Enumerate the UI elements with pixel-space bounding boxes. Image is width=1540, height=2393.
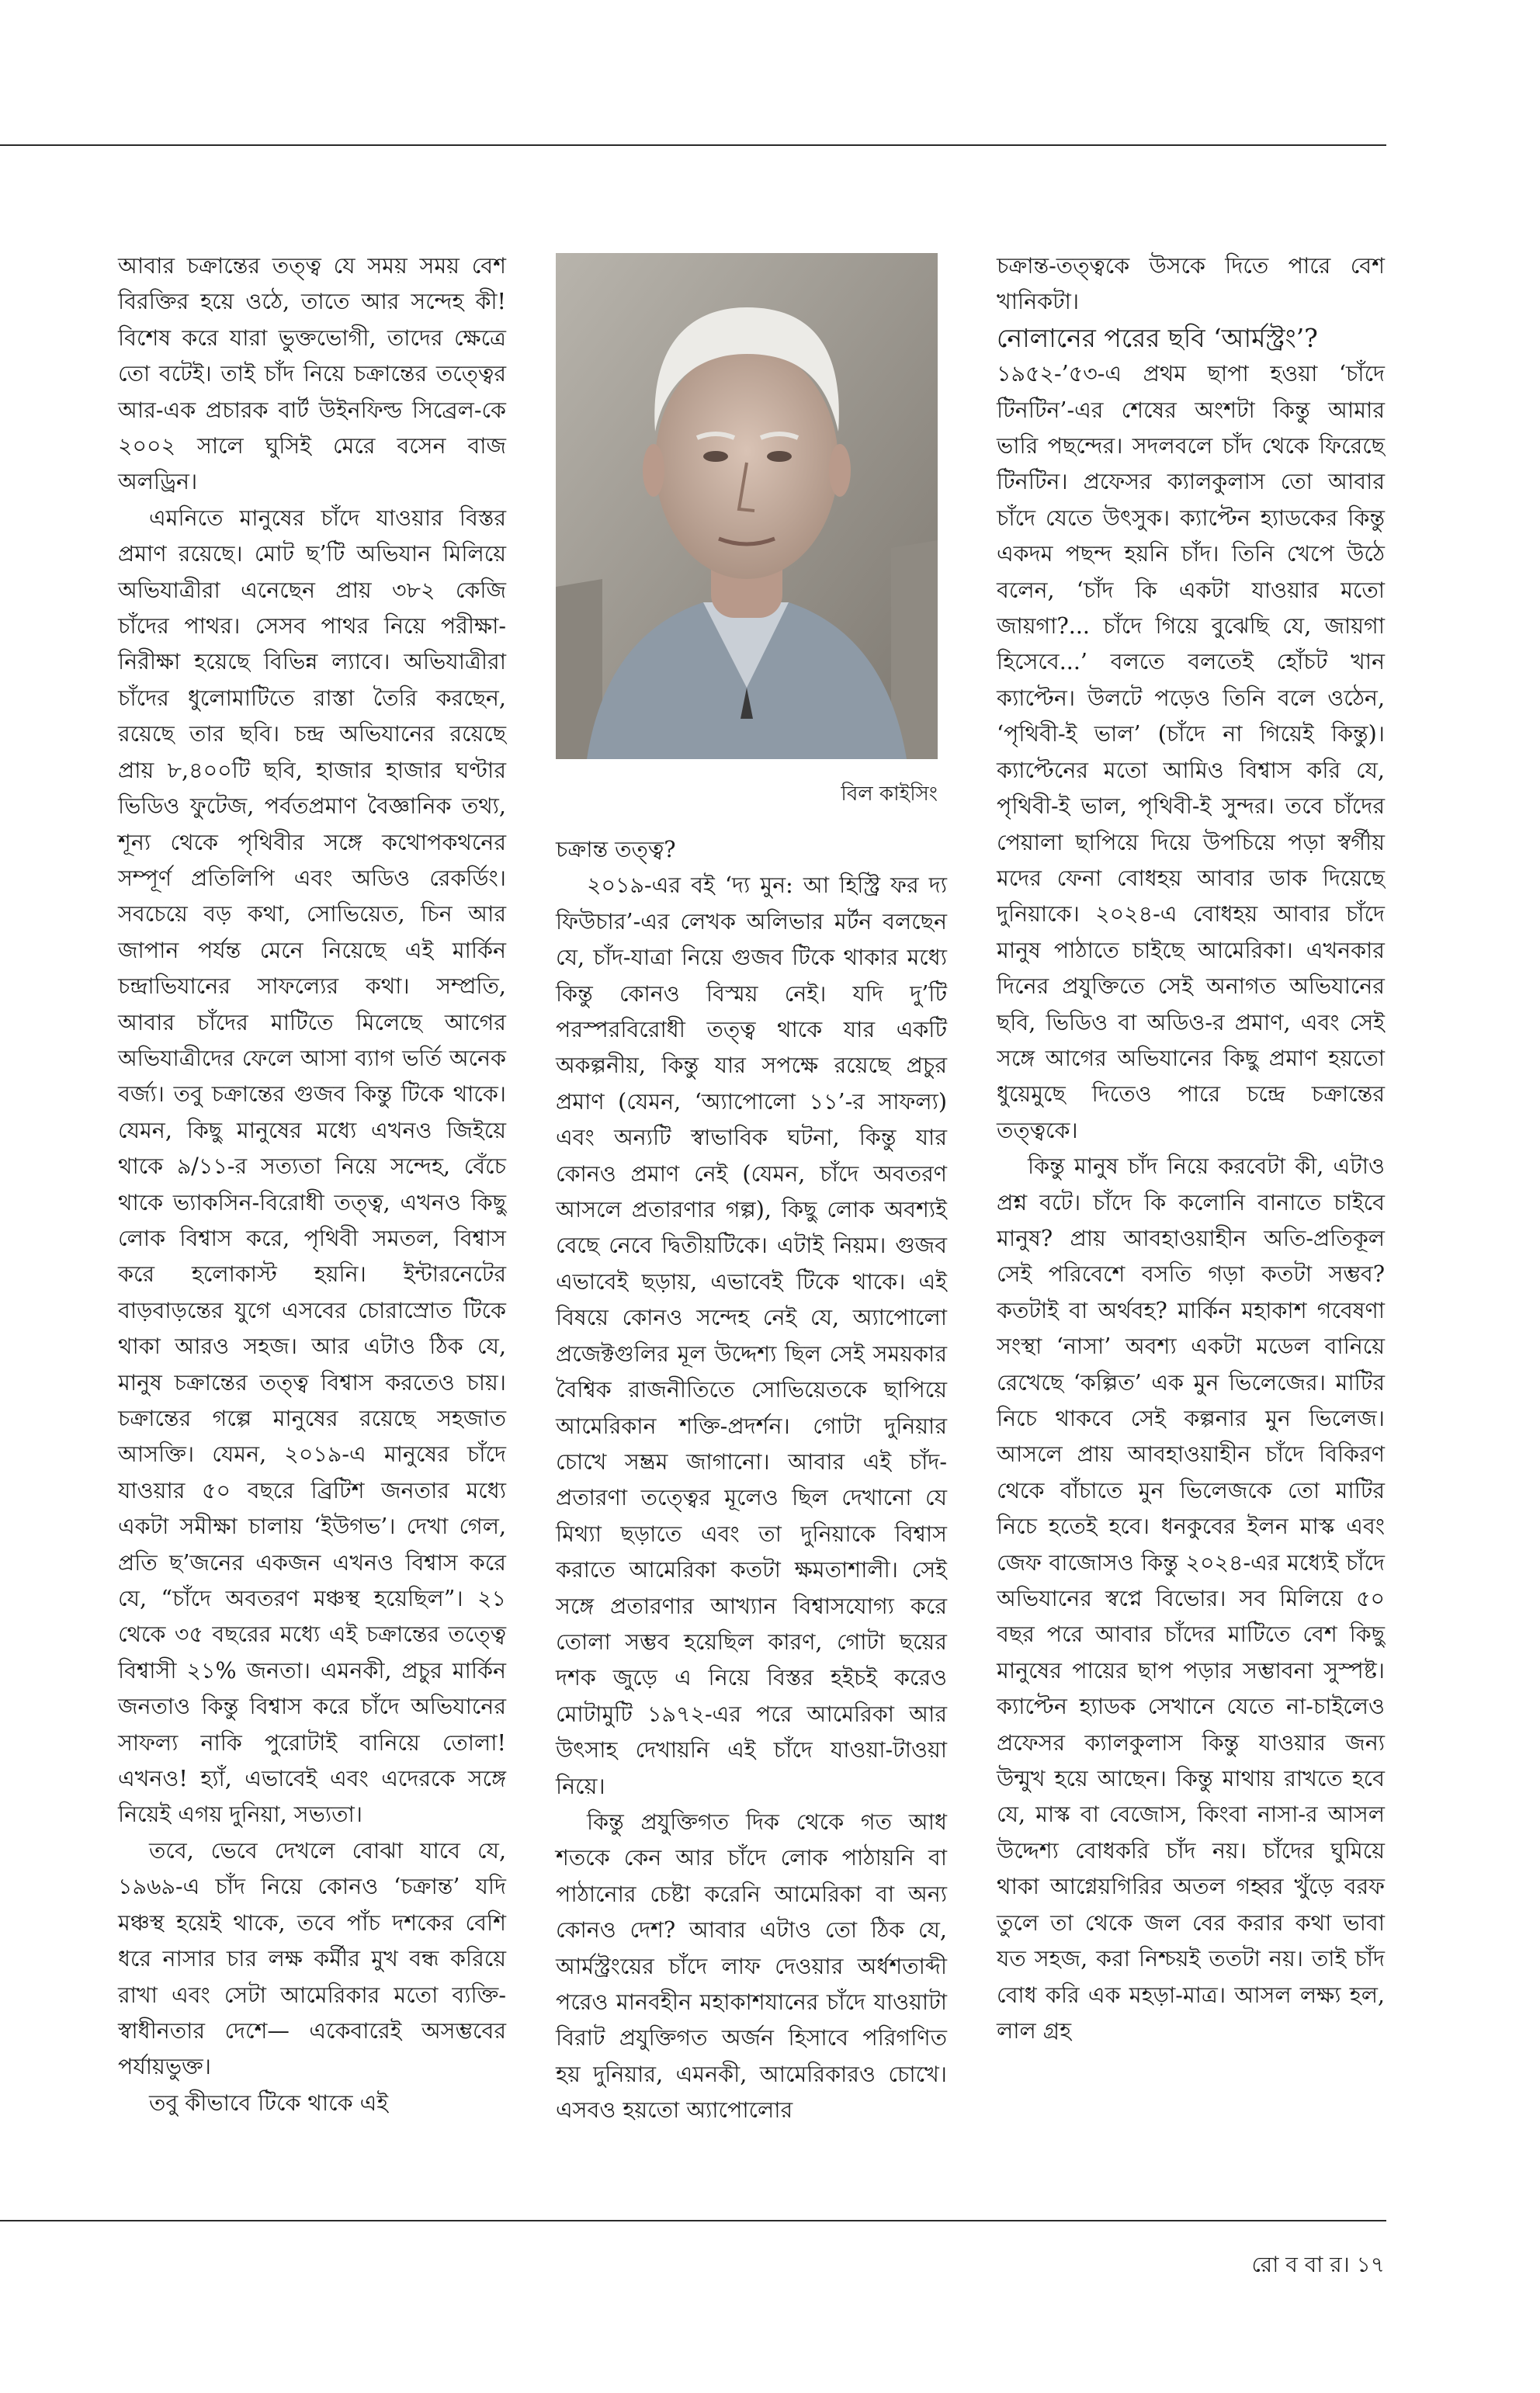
column-3	[997, 248, 1385, 2049]
paragraph: তবু কীভাবে টিকে থাকে এই	[149, 2090, 389, 2116]
paragraph: চক্রান্ত তত্ত্ব?	[556, 837, 676, 862]
paragraph: আবার চক্রান্তের তত্ত্ব যে সময় সময় বেশ বিরক্তির হয়ে ওঠে, তাতে আর সন্দেহ কী! বিশেষ করে যারা ভুক্তভোগী, তাদের ক্ষেত্রে তো বটেই। তাই চাঁদ নিয়ে চক্রান্তের তত্ত্বের আর-এক প্রচারক বার্ট উইনফিল্ড সিব্রেল-কে ২০০২ সালে ঘুসিই মেরে বসেন বাজ অলড্রিন।	[118, 253, 506, 495]
paragraph: ২০১৯-এর বই ‘দ্য মুন: আ হিস্ট্রি ফর দ্য ফিউচার’-এর লেখক অলিভার মর্টন বলছেন যে, চাঁদ-যাত্রা নিয়ে গুজব টিকে থাকার মধ্যে কিন্তু কোনও বিস্ময় নেই। যদি দু’টি পরস্পরবিরোধী তত্ত্ব থাকে যার একটি অকল্পনীয়, কিন্তু যার সপক্ষে রয়েছে প্রচুর প্রমাণ (যেমন, ‘অ্যাপোলো ১১’-র সাফল্য) এবং অন্যটি স্বাভাবিক ঘটনা, কিন্তু যার কোনও প্রমাণ নেই (যেমন, চাঁদে অবতরণ আসলে প্রতারণার গল্প), কিছু লোক অবশ্যই বেছে নেবে দ্বিতীয়টিকে। এটাই নিয়ম। গুজব এভাবেই ছড়ায়, এভাবেই টিকে থাকে। এই বিষয়ে কোনও সন্দেহ নেই যে, অ্যাপোলো প্রজেক্টগুলির মূল উদ্দেশ্য ছিল সেই সময়কার বৈশ্বিক রাজনীতিতে সোভিয়েতকে ছাপিয়ে আমেরিকান শক্তি-প্রদর্শন। গোটা দুনিয়ার চোখে সম্ভ্রম জাগানো। আবার এই চাঁদ-প্রতারণা তত্ত্বের মূলেও ছিল দেখানো যে মিথ্যা ছড়াতে এবং তা দুনিয়াকে বিশ্বাস করাতে আমেরিকা কতটা ক্ষমতাশালী। সেই সঙ্গে প্রতারণার আখ্যান বিশ্বাসযোগ্য করে তোলা সম্ভব হয়েছিল কারণ, গোটা ছয়ের দশক জুড়ে এ নিয়ে বিস্তর হইচই করেও মোটামুটি ১৯৭২-এর পরে আমেরিকা আর উৎসাহ দেখায়নি এই চাঁদে যাওয়া-টাওয়া নিয়ে।	[556, 872, 947, 1799]
page-footer: রো ব বা র। ১৭	[1251, 2252, 1385, 2277]
column-1	[118, 248, 506, 2121]
paragraph: চক্রান্ত-তত্ত্বকে উসকে দিতে পারে বেশ খানিকটা।	[997, 253, 1385, 315]
portrait-photo	[556, 253, 938, 759]
column-2	[556, 832, 947, 2129]
paragraph: কিন্তু মানুষ চাঁদ নিয়ে করবেটা কী, এটাও প্রশ্ন বটে। চাঁদে কি কলোনি বানাতে চাইবে মানুষ? প্রায় আবহাওয়াহীন অতি-প্রতিকূল সেই পরিবেশে বসতি গড়া কতটা সম্ভব? কতটাই বা অর্থবহ? মার্কিন মহাকাশ গবেষণা সংস্থা ‘নাসা’ অবশ্য একটা মডেল বানিয়ে রেখেছে ‘কল্পিত’ এক মুন ভিলেজের। মাটির নিচে থাকবে সেই কল্পনার মুন ভিলেজ। আসলে প্রায় আবহাওয়াহীন চাঁদে বিকিরণ থেকে বাঁচাতে মুন ভিলেজকে তো মাটির নিচে হতেই হবে। ধনকুবের ইলন মাস্ক এবং জেফ বাজোসও কিন্তু ২০২৪-এর মধ্যেই চাঁদে অভিযানের স্বপ্নে বিভোর। সব মিলিয়ে ৫০ বছর পরে আবার চাঁদের মাটিতে বেশ কিছু মানুষের পায়ের ছাপ পড়ার সম্ভাবনা সুস্পষ্ট। ক্যাপ্টেন হ্যাডক সেখানে যেতে না-চাইলেও প্রফেসর ক্যালকুলাস কিন্তু যাওয়ার জন্য উন্মুখ হয়ে আছেন। কিন্তু মাথায় রাখতে হবে যে, মাস্ক বা বেজোস, কিংবা নাসা-র আসল উদ্দেশ্য বোধকরি চাঁদ নয়। চাঁদের ঘুমিয়ে থাকা আগ্নেয়গিরির অতল গহ্বর খুঁড়ে বরফ তুলে তা থেকে জল বের করার কথা ভাবা যত সহজ, করা নিশ্চয়ই ততটা নয়। তাই চাঁদ বোধ করি এক মহড়া-মাত্র। আসল লক্ষ্য হল, লাল গ্রহ	[997, 1153, 1385, 2044]
paragraph: এমনিতে মানুষের চাঁদে যাওয়ার বিস্তর প্রমাণ রয়েছে। মোট ছ’টি অভিযান মিলিয়ে অভিযাত্রীরা এনেছেন প্রায় ৩৮২ কেজি চাঁদের পাথর। সেসব পাথর নিয়ে পরীক্ষা-নিরীক্ষা হয়েছে বিভিন্ন ল্যাবে। অভিযাত্রীরা চাঁদের ধুলোমাটিতে রাস্তা তৈরি করছেন, রয়েছে তার ছবি। চন্দ্র অভিযানের রয়েছে প্রায় ৮,৪০০টি ছবি, হাজার হাজার ঘণ্টার ভিডিও ফুটেজ, পর্বতপ্রমাণ বৈজ্ঞানিক তথ্য, শূন্য থেকে পৃথিবীর সঙ্গে কথোপকথনের সম্পূর্ণ প্রতিলিপি এবং অডিও রেকর্ডিং। সবচেয়ে বড় কথা, সোভিয়েত, চিন আর জাপান পর্যন্ত মেনে নিয়েছে এই মার্কিন চন্দ্রাভিযানের সাফল্যের কথা। সম্প্রতি, আবার চাঁদের মাটিতে মিলেছে আগের অভিযাত্রীদের ফেলে আসা ব্যাগ ভর্তি অনেক বর্জ্য। তবু চক্রান্তের গুজব কিন্তু টিকে থাকে। যেমন, কিছু মানুষের মধ্যে এখনও জিইয়ে থাকে ৯/১১-র সত্যতা নিয়ে সন্দেহ, বেঁচে থাকে ভ্যাকসিন-বিরোধী তত্ত্ব, এখনও কিছু লোক বিশ্বাস করে, পৃথিবী সমতল, বিশ্বাস করে হলোকাস্ট হয়নি। ইন্টারনেটের বাড়বাড়ন্তের যুগে এসবের চোরাস্রোত টিকে থাকা আরও সহজ। আর এটাও ঠিক যে, মানুষ চক্রান্তের তত্ত্ব বিশ্বাস করতেও চায়। চক্রান্তের গল্পে মানুষের রয়েছে সহজাত আসক্তি। যেমন, ২০১৯-এ মানুষের চাঁদে যাওয়ার ৫০ বছরে ব্রিটিশ জনতার মধ্যে একটা সমীক্ষা চালায় ‘ইউগভ’। দেখা গেল, প্রতি ছ’জনের একজন এখনও বিশ্বাস করে যে, “চাঁদে অবতরণ মঞ্চস্থ হয়েছিল”। ২১ থেকে ৩৫ বছরের মধ্যে এই চক্রান্তের তত্ত্বে বিশ্বাসী ২১% জনতা। এমনকী, প্রচুর মার্কিন জনতাও কিন্তু বিশ্বাস করে চাঁদে অভিযানের সাফল্য নাকি পুরোটাই বানিয়ে তোলা! এখনও! হ্যাঁ, এভাবেই এবং এদেরকে সঙ্গে নিয়েই এগয় দুনিয়া, সভ্যতা।	[118, 505, 506, 1828]
section-heading: নোলানের পরের ছবি ‘আর্মস্ট্রং’?	[997, 322, 1318, 353]
paragraph: ১৯৫২-’৫৩-এ প্রথম ছাপা হওয়া ‘চাঁদে টিনটিন’-এর শেষের অংশটা কিন্তু আমার ভারি পছন্দের। সদলবলে চাঁদ থেকে ফিরেছে টিনটিন। প্রফেসর ক্যালকুলাস তো আবার চাঁদে যেতে উৎসুক। ক্যাপ্টেন হ্যাডকের কিন্তু একদম পছন্দ হয়নি চাঁদ। তিনি খেপে উঠে বলেন, ‘চাঁদ কি একটা যাওয়ার মতো জায়গা?... চাঁদে গিয়ে বুঝেছি যে, জায়গা হিসেবে...’ বলতে বলতেই হোঁচট খান ক্যাপ্টেন। উলটে পড়েও তিনি বলে ওঠেন, ‘পৃথিবী-ই ভাল’ (চাঁদে না গিয়েই কিন্তু)। ক্যাপ্টেনের মতো আমিও বিশ্বাস করি যে, পৃথিবী-ই ভাল, পৃথিবী-ই সুন্দর। তবে চাঁদের পেয়ালা ছাপিয়ে দিয়ে উপচিয়ে পড়া স্বর্গীয় মদের ফেনা বোধহয় আবার ডাক দিয়েছে দুনিয়াকে। ২০২৪-এ বোধহয় আবার চাঁদে মানুষ পাঠাতে চাইছে আমেরিকা। এখনকার দিনের প্রযুক্তিতে সেই অনাগত অভিযানের ছবি, ভিডিও বা অডিও-র প্রমাণ, এবং সেই সঙ্গে আগের অভিযানের কিছু প্রমাণ হয়তো ধুয়েমুছে দিতেও পারে চন্দ্রে চক্রান্তের তত্ত্বকে।	[997, 361, 1385, 1143]
bottom-rule	[0, 2220, 1386, 2221]
paragraph: তবে, ভেবে দেখলে বোঝা যাবে যে, ১৯৬৯-এ চাঁদ নিয়ে কোনও ‘চক্রান্ত’ যদি মঞ্চস্থ হয়েই থাকে, তবে পাঁচ দশকের বেশি ধরে নাসার চার লক্ষ কর্মীর মুখ বন্ধ করিয়ে রাখা এবং সেটা আমেরিকার মতো ব্যক্তি-স্বাধীনতার দেশে— একেবারেই অসম্ভবের পর্যায়ভুক্ত।	[118, 1837, 506, 2080]
paragraph: কিন্তু প্রযুক্তিগত দিক থেকে গত আধ শতকে কেন আর চাঁদে লোক পাঠায়নি বা পাঠানোর চেষ্টা করেনি আমেরিকা বা অন্য কোনও দেশ? আবার এটাও তো ঠিক যে, আর্মস্ট্রংয়ের চাঁদে লাফ দেওয়ার অর্ধশতাব্দী পরেও মানবহীন মহাকাশযানের চাঁদে যাওয়াটা বিরাট প্রযুক্তিগত অর্জন হিসাবে পরিগণিত হয় দুনিয়ার, এমনকী, আমেরিকারও চোখে। এসবও হয়তো অ্যাপোলোর	[556, 1809, 947, 2124]
top-rule	[0, 144, 1386, 146]
photo-caption: বিল কাইসিং	[841, 782, 938, 806]
portrait-illustration	[556, 253, 938, 759]
